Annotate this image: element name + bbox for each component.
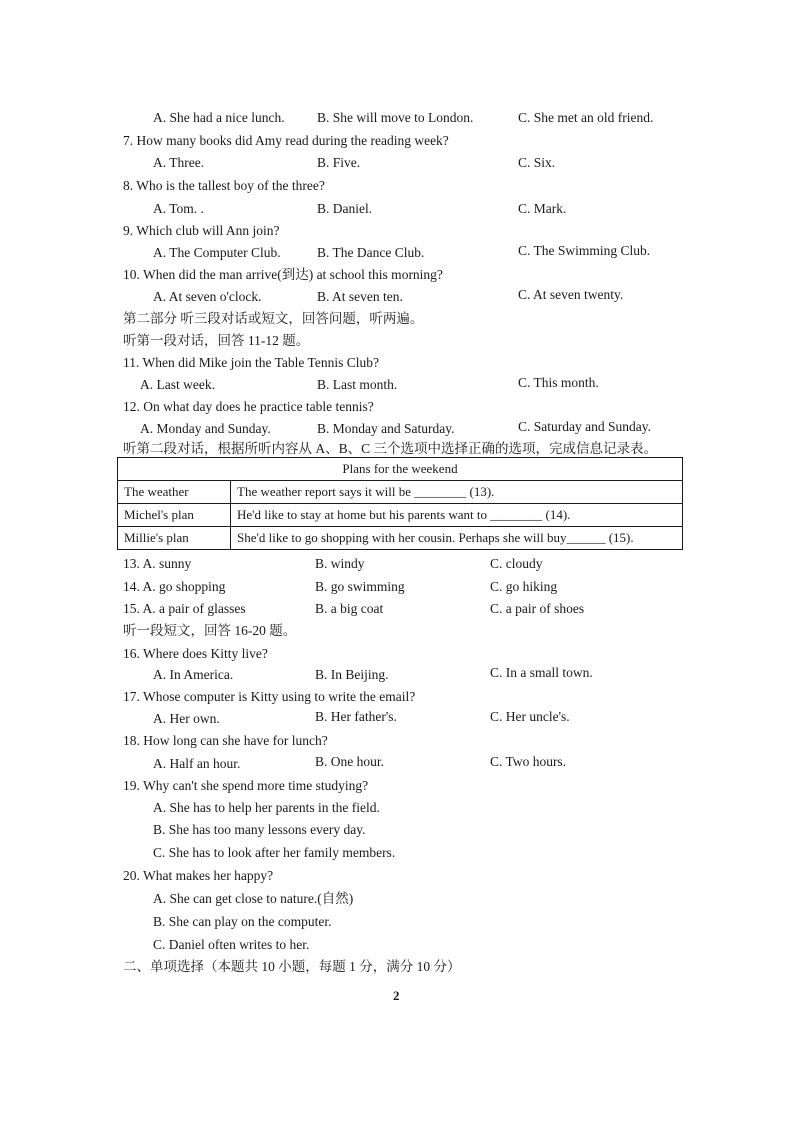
text-line: A. Half an hour. — [153, 756, 241, 771]
row-text: He'd like to stay at home but his parents want to ________ (14). — [231, 504, 683, 527]
text-line: 7. How many books did Amy read during the reading week? — [123, 133, 449, 148]
text-line: C. a pair of shoes — [490, 601, 585, 616]
text-line: A. At seven o'clock. — [153, 289, 262, 304]
text-line: A. Her own. — [153, 711, 220, 726]
text-line: 18. How long can she have for lunch? — [123, 733, 328, 748]
text-line: 16. Where does Kitty live? — [123, 646, 268, 661]
table-row — [118, 527, 683, 550]
text-line: A. Last week. — [140, 377, 215, 392]
text-line: 听一段短文，回答 16-20 题。 — [123, 623, 297, 638]
text-line: C. She met an old friend. — [518, 110, 654, 125]
row-label: The weather — [118, 481, 231, 504]
text-line: 10. When did the man arrive(到达) at school this morning? — [123, 267, 443, 282]
text-line: C. go hiking — [490, 579, 558, 594]
text-line: 二、单项选择（本题共 10 小题，每题 1 分，满分 10 分） — [123, 959, 461, 974]
table-row — [118, 481, 683, 504]
text-line: 听第二段对话，根据所听内容从 A、B、C 三个选项中选择正确的选项，完成信息记录表。 — [123, 441, 658, 456]
text-line: A. The Computer Club. — [153, 245, 281, 260]
text-line: C. Six. — [518, 155, 556, 170]
text-line: C. In a small town. — [490, 665, 593, 680]
row-label: Millie's plan — [118, 527, 231, 550]
text-line: B. In Beijing. — [315, 667, 389, 682]
table-title: Plans for the weekend — [118, 458, 683, 481]
text-line: B. She will move to London. — [317, 110, 474, 125]
page-number: 2 — [393, 988, 400, 1003]
text-line: C. Two hours. — [490, 754, 567, 769]
text-line: 20. What makes her happy? — [123, 868, 274, 883]
text-line: 13. A. sunny — [123, 556, 192, 571]
text-line: C. Daniel often writes to her. — [153, 937, 310, 952]
text-line: 19. Why can't she spend more time studying? — [123, 778, 369, 793]
text-line: A. Tom. . — [153, 201, 204, 216]
text-line: 12. On what day does he practice table tennis? — [123, 399, 374, 414]
text-line: C. Saturday and Sunday. — [518, 419, 651, 434]
text-line: A. Monday and Sunday. — [140, 421, 271, 436]
text-line: B. Last month. — [317, 377, 398, 392]
text-line: 9. Which club will Ann join? — [123, 223, 280, 238]
text-line: B. One hour. — [315, 754, 384, 769]
text-line: B. She has too many lessons every day. — [153, 822, 366, 837]
text-line: 11. When did Mike join the Table Tennis Club? — [123, 355, 379, 370]
text-line: 15. A. a pair of glasses — [123, 601, 246, 616]
row-text: She'd like to go shopping with her cousin. Perhaps she will buy______ (15). — [231, 527, 683, 550]
text-line: A. Three. — [153, 155, 205, 170]
text-line: 听第一段对话，回答 11-12 题。 — [123, 333, 310, 348]
row-label: Michel's plan — [118, 504, 231, 527]
table-row — [118, 504, 683, 527]
text-line: B. At seven ten. — [317, 289, 403, 304]
text-line: B. The Dance Club. — [317, 245, 425, 260]
text-line: A. In America. — [153, 667, 234, 682]
text-line: 14. A. go shopping — [123, 579, 226, 594]
text-line: B. Five. — [317, 155, 361, 170]
text-line: B. Daniel. — [317, 201, 373, 216]
text-line: C. cloudy — [490, 556, 543, 571]
text-line: B. go swimming — [315, 579, 405, 594]
text-line: C. The Swimming Club. — [518, 243, 651, 258]
text-line: C. Her uncle's. — [490, 709, 570, 724]
text-line: C. She has to look after her family members. — [153, 845, 396, 860]
text-line: A. She can get close to nature.(自然) — [153, 891, 354, 906]
text-line: B. a big coat — [315, 601, 384, 616]
text-line: B. Monday and Saturday. — [317, 421, 455, 436]
table-title-row — [118, 458, 683, 481]
text-line: C. Mark. — [518, 201, 567, 216]
text-line: C. At seven twenty. — [518, 287, 624, 302]
text-line: A. She has to help her parents in the field. — [153, 800, 380, 815]
text-line: B. She can play on the computer. — [153, 914, 332, 929]
text-line: B. windy — [315, 556, 365, 571]
text-line: 17. Whose computer is Kitty using to write the email? — [123, 689, 416, 704]
text-line: C. This month. — [518, 375, 599, 390]
info-record-table — [117, 457, 683, 550]
text-line: B. Her father's. — [315, 709, 397, 724]
text-line: 第二部分 听三段对话或短文，回答问题，听两遍。 — [123, 311, 424, 326]
row-text: The weather report says it will be ________ (13). — [231, 481, 683, 504]
text-line: A. She had a nice lunch. — [153, 110, 285, 125]
text-line: 8. Who is the tallest boy of the three? — [123, 178, 325, 193]
